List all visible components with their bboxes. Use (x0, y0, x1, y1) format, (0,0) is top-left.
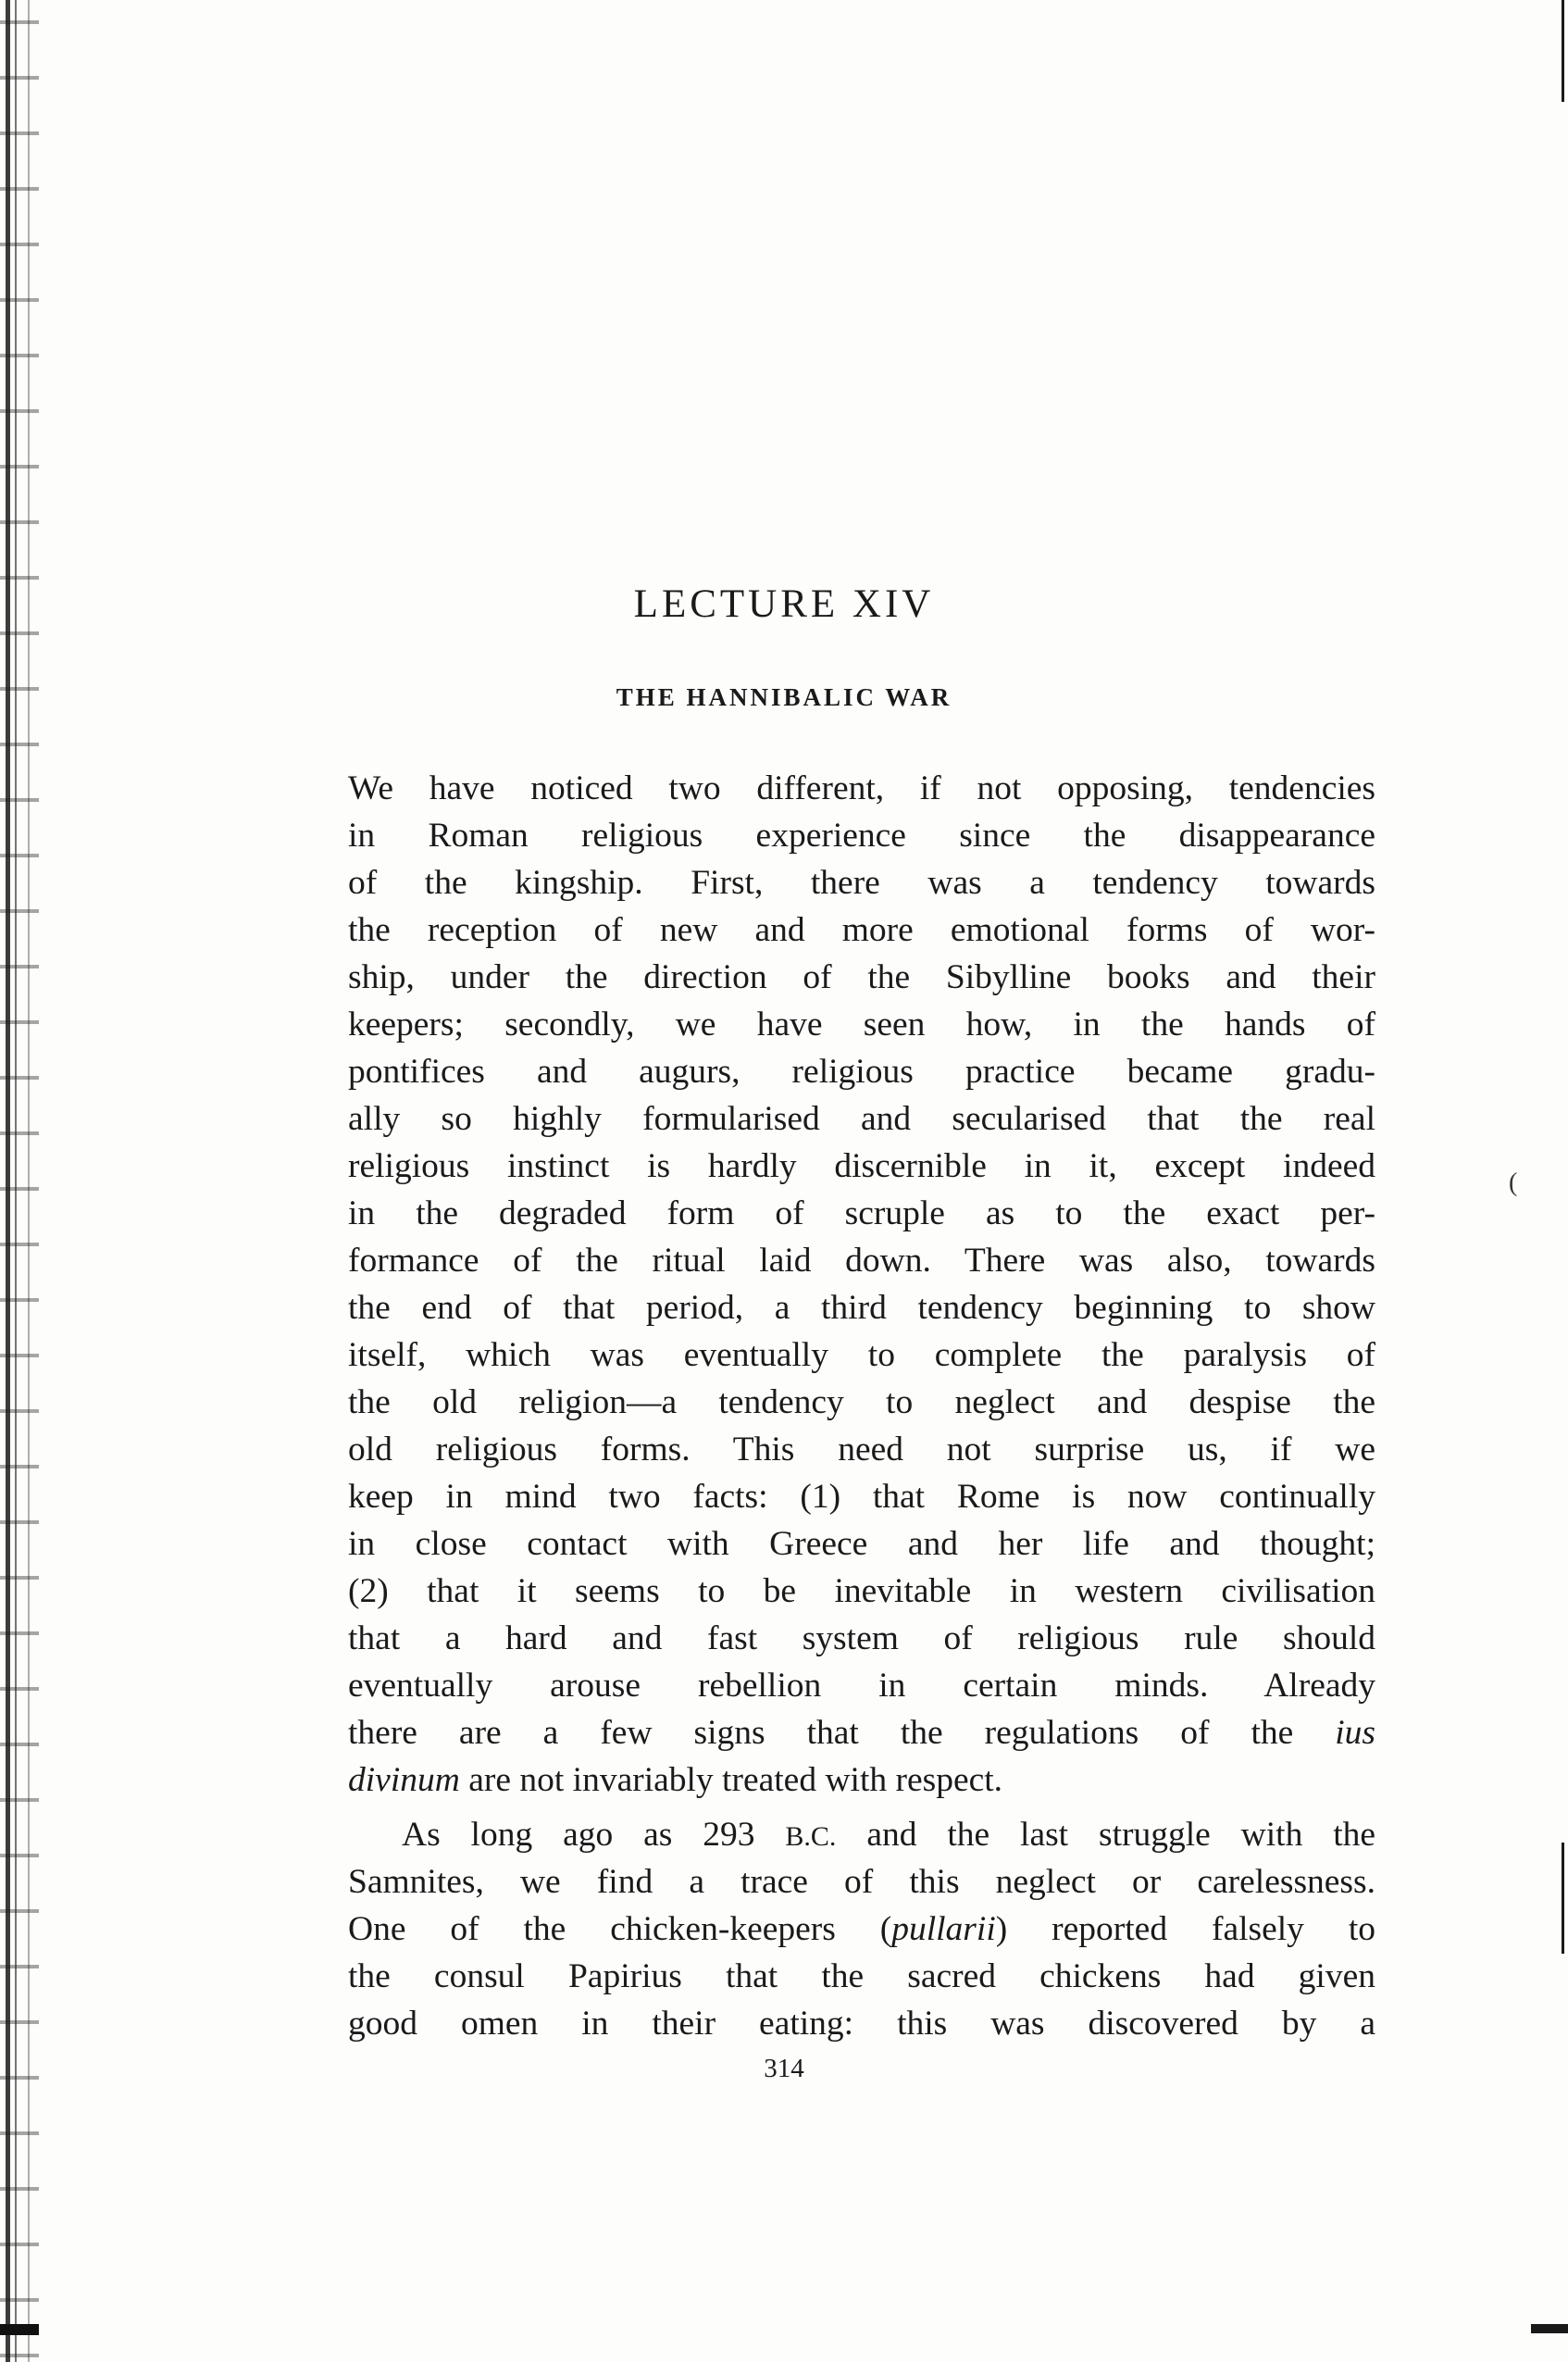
page-number: 314 (764, 2054, 804, 2083)
binding-edge (0, 0, 39, 2362)
binding-line (15, 0, 17, 2362)
text-line: As long ago as 293 B.C. and the last struggle with the (402, 1816, 1376, 1854)
text-line: old religious forms. This need not surprise us, if we (348, 1431, 1375, 1468)
text-line: of the kingship. First, there was a tendency towards (348, 864, 1375, 902)
edge-mark (1562, 1843, 1564, 1954)
text-line: in close contact with Greece and her life and thought; (348, 1525, 1375, 1563)
edge-mark (1531, 2324, 1568, 2333)
text-line: ship, under the direction of the Sibylline books and their (348, 958, 1375, 996)
text-line: One of the chicken-keepers (pullarii) reported falsely to (348, 1910, 1375, 1948)
paragraph-1 (348, 765, 1375, 1709)
text-line: the consul Papirius that the sacred chickens had given (348, 1957, 1375, 1995)
italic-term: divinum (348, 1761, 460, 1799)
italic-term: ius (1335, 1714, 1376, 1752)
text-line: ally so highly formularised and secularised that the real (348, 1100, 1375, 1138)
text-line: that a hard and fast system of religious rule should (348, 1619, 1375, 1657)
right-page-edge (1548, 0, 1568, 2362)
text-line: religious instinct is hardly discernible in it, except indeed (348, 1147, 1375, 1185)
binding-corner (0, 2324, 39, 2335)
chapter-subtitle: THE HANNIBALIC WAR (616, 683, 952, 711)
text-line: there are a few signs that the regulations of the ius (348, 1714, 1376, 1752)
text-line: Samnites, we find a trace of this neglect or carelessness. (348, 1863, 1375, 1901)
text-line: good omen in their eating: this was discovered by a (348, 2005, 1375, 2043)
text-line: We have noticed two different, if not opposing, tendencies (348, 769, 1375, 807)
text-line: the old religion—a tendency to neglect and despise the (348, 1383, 1375, 1421)
italic-term: pullarii (891, 1910, 996, 1948)
text-line: in the degraded form of scruple as to the exact per- (348, 1194, 1375, 1232)
binding-line (6, 0, 10, 2362)
binding-line (28, 0, 30, 2362)
text-line: (2) that it seems to be inevitable in western civilisation (348, 1572, 1375, 1610)
text-line: in Roman religious experience since the disappearance (348, 817, 1375, 855)
text-line: the end of that period, a third tendency beginning to show (348, 1289, 1375, 1327)
era-abbreviation: B.C. (785, 1821, 837, 1852)
text-line: pontifices and augurs, religious practice became gradu- (348, 1053, 1375, 1091)
text-line: eventually arouse rebellion in certain minds. Already (348, 1667, 1375, 1705)
text-line: divinum are not invariably treated with respect. (348, 1761, 1003, 1799)
edge-mark (1562, 0, 1564, 102)
lecture-title: LECTURE XIV (633, 582, 935, 626)
scan-speck: ( (1509, 1169, 1518, 1197)
text-line: keep in mind two facts: (1) that Rome is now continually (348, 1478, 1375, 1516)
text-line: formance of the ritual laid down. There was also, towards (348, 1242, 1375, 1280)
paragraph-2 (348, 1811, 1375, 2047)
text-line: keepers; secondly, we have seen how, in the hands of (348, 1006, 1375, 1044)
text-line: the reception of new and more emotional forms of wor- (348, 911, 1375, 949)
body-text (348, 765, 1375, 2047)
text-line: itself, which was eventually to complete the paralysis of (348, 1336, 1375, 1374)
